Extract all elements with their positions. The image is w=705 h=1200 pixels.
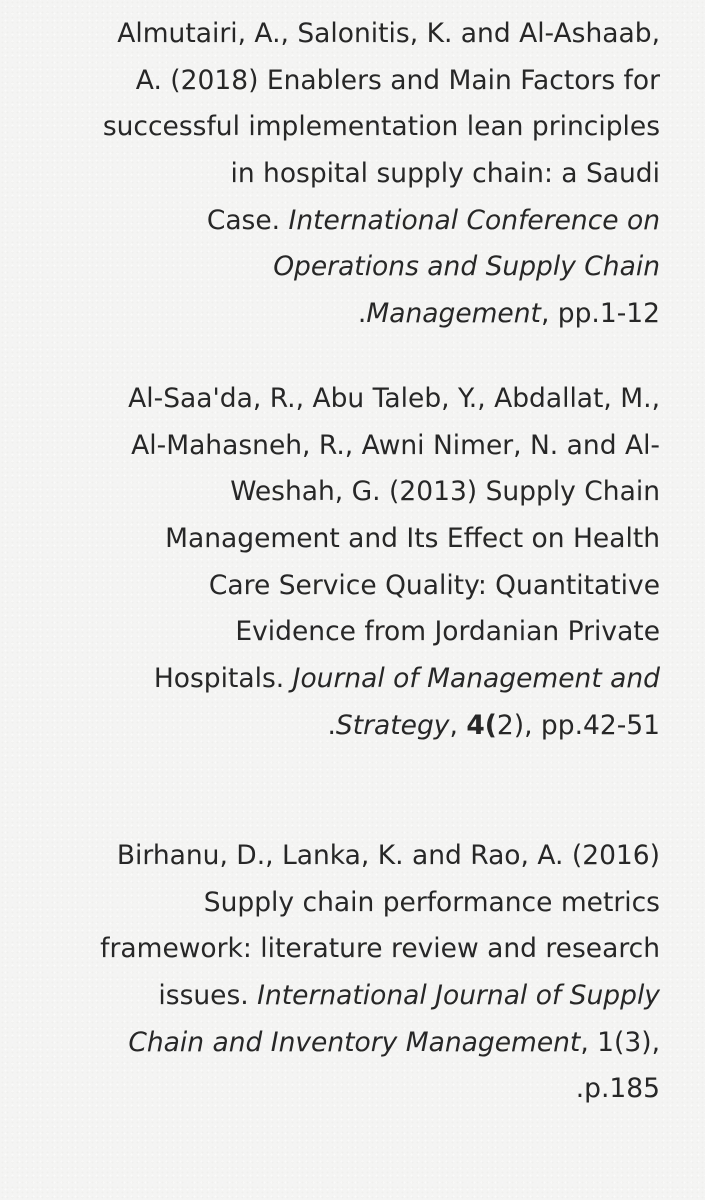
reference-entry-almutairi xyxy=(40,11,660,338)
reference-entry-al-saada xyxy=(40,376,660,750)
reference-line xyxy=(40,244,660,291)
reference-line: Almutairi, A., Salonitis, K. and Al-Ashaab, xyxy=(117,18,660,49)
reference-journal-title: International Journal of Supply xyxy=(257,980,660,1012)
reference-text: issues. xyxy=(158,980,249,1012)
reference-line xyxy=(40,656,660,703)
reference-line: Evidence from Jordanian Private xyxy=(235,616,660,648)
reference-line: .p.185 xyxy=(575,1073,660,1105)
reference-volume-issue: , 1(3), xyxy=(580,1026,660,1058)
reference-pages: 2), pp.42-51 xyxy=(496,709,660,741)
reference-text: Hospitals. xyxy=(153,663,285,695)
reference-journal-title: Journal of Management and xyxy=(292,663,660,695)
reference-line xyxy=(40,703,660,750)
reference-punctuation: . xyxy=(327,709,336,741)
reference-line: Care Service Quality: Quantitative xyxy=(208,569,660,601)
reference-line: Al-Mahasneh, R., Awni Nimer, N. and Al- xyxy=(131,429,660,461)
reference-journal-title: International Conference on xyxy=(288,204,660,236)
reference-line: Birhanu, D., Lanka, K. and Rao, A. (2016) xyxy=(116,840,660,871)
reference-line: Management and Its Effect on Health xyxy=(165,523,660,555)
reference-line xyxy=(40,291,660,338)
reference-text: Case. xyxy=(206,204,281,236)
reference-journal-title: Strategy xyxy=(335,709,450,741)
reference-line: A. (2018) Enablers and Main Factors for xyxy=(135,64,660,96)
reference-line: Supply chain performance metrics xyxy=(203,886,660,918)
reference-line xyxy=(40,973,660,1020)
reference-entry-birhanu xyxy=(40,833,660,1113)
reference-line xyxy=(40,1020,660,1067)
reference-journal-title: Operations and Supply Chain xyxy=(273,251,660,283)
reference-volume: 4( xyxy=(466,709,497,741)
reference-line xyxy=(40,198,660,245)
reference-line: successful implementation lean principles xyxy=(102,111,660,143)
reference-journal-title: Chain and Inventory Management xyxy=(128,1026,581,1058)
reference-pages: , pp.1-12 xyxy=(540,298,660,330)
reference-punctuation: . xyxy=(357,298,367,330)
reference-line: framework: literature review and research xyxy=(100,933,660,965)
reference-journal-title: Management xyxy=(366,298,541,330)
reference-line: in hospital supply chain: a Saudi xyxy=(230,158,660,190)
reference-line: Weshah, G. (2013) Supply Chain xyxy=(230,476,660,508)
reference-line: Al-Saa'da, R., Abu Taleb, Y., Abdallat, M., xyxy=(128,383,660,414)
reference-punctuation: , xyxy=(449,709,467,741)
